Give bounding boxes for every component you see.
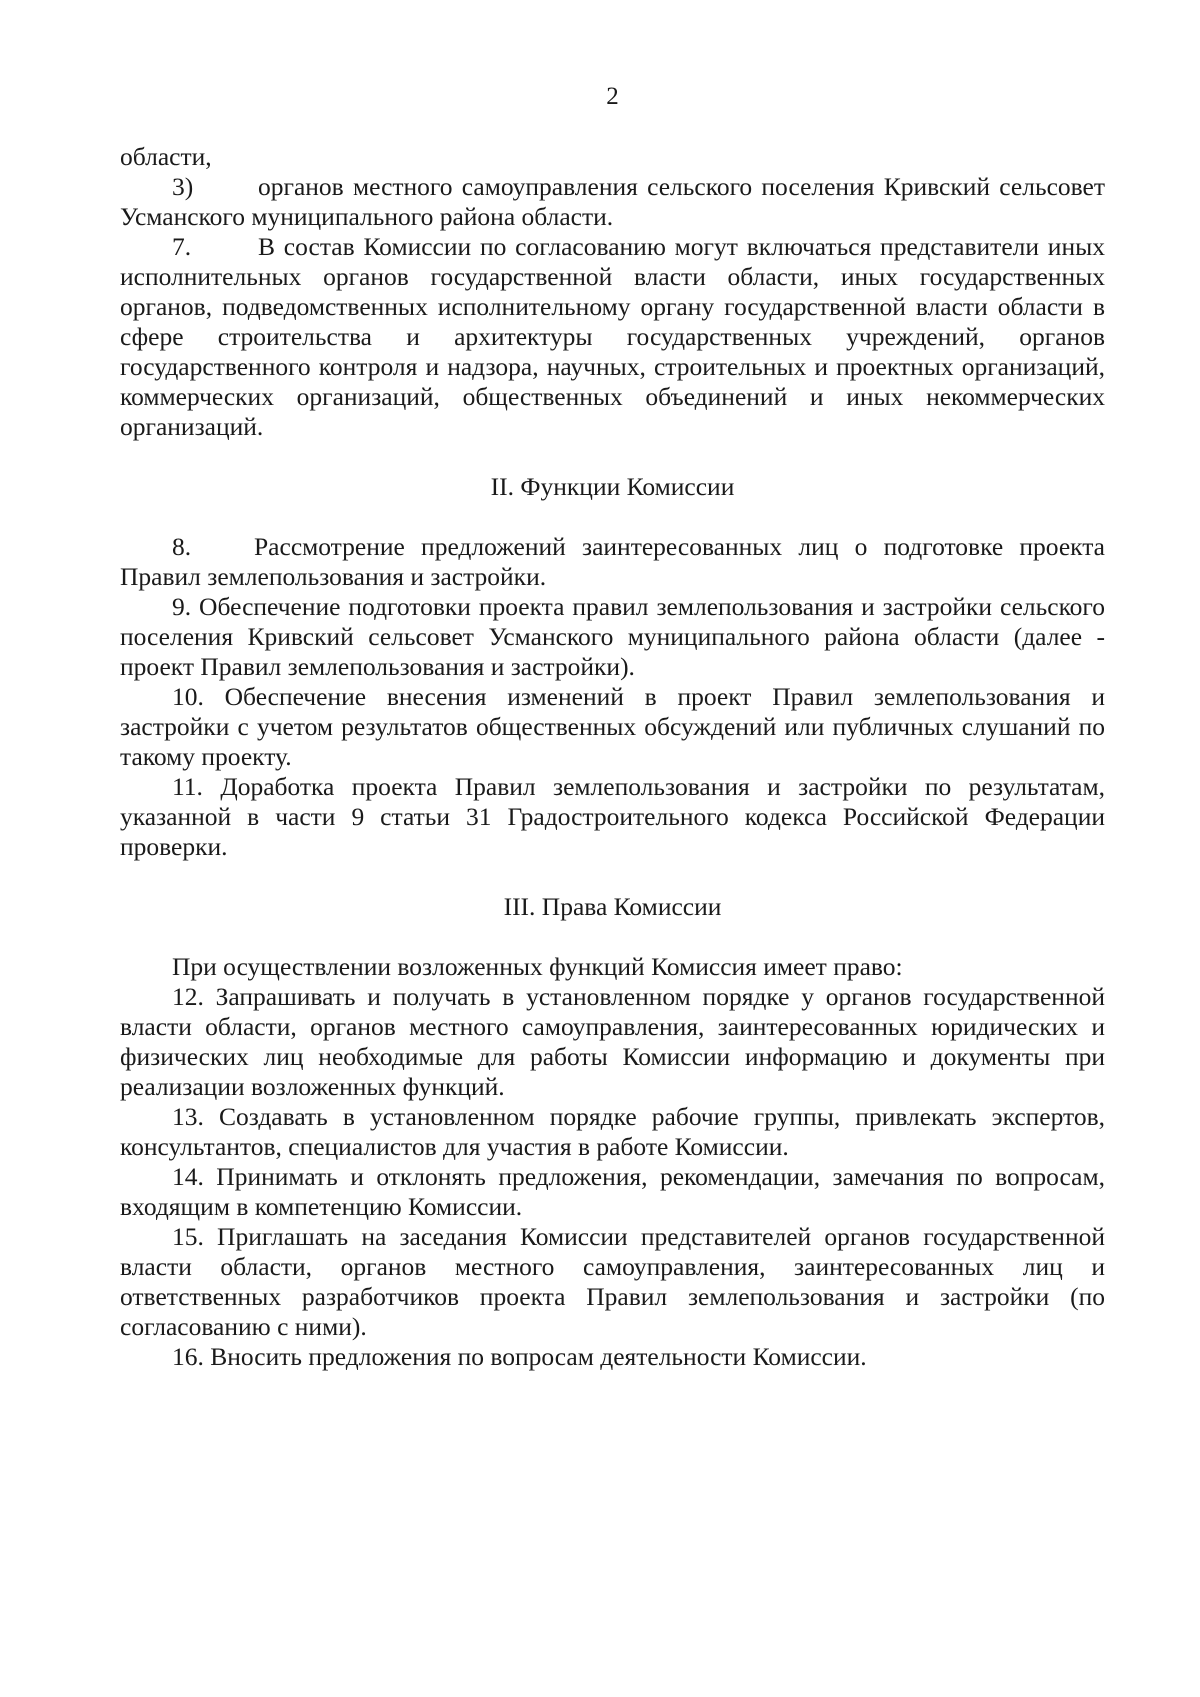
item-text: органов местного самоуправления сельского поселения Кривский сельсовет Усманского муниципального района области. xyxy=(120,172,1105,231)
item-text: Рассмотрение предложений заинтересованных лиц о подготовке проекта Правил землепользования и застройки. xyxy=(120,532,1105,591)
page-number: 2 xyxy=(606,83,619,110)
section-heading-functions: II. Функции Комиссии xyxy=(490,472,735,501)
paragraph-item-15: 15. Приглашать на заседания Комиссии представителей органов государственной власти области, органов местного самоуправления, заинтересованных лиц и ответственных разработчиков проекта Правил землепользования и застройки (по согласованию с ними). xyxy=(120,1222,1105,1341)
paragraph-item-7 xyxy=(120,232,1105,442)
paragraph-continuation: области, xyxy=(120,142,212,171)
paragraph-item-8 xyxy=(120,532,1105,592)
document-body xyxy=(120,142,1105,1372)
paragraph-rights-intro: При осуществлении возложенных функций Комиссия имеет право: xyxy=(172,952,903,981)
paragraph-item-14: 14. Принимать и отклонять предложения, рекомендации, замечания по вопросам, входящим в компетенцию Комиссии. xyxy=(120,1162,1105,1221)
document-page xyxy=(120,0,1105,1697)
item-text: В состав Комиссии по согласованию могут включаться представители иных исполнительных органов государственной власти области, иных государственных органов, подведомственных исполнительному органу государственной власти области в сфере строительства и архитектуры государственных учреждений, органов государственного контроля и надзора, научных, строительных и проектных организаций, коммерческих организаций, общественных объединений и иных некоммерческих организаций. xyxy=(120,232,1105,441)
paragraph-item-16: 16. Вносить предложения по вопросам деятельности Комиссии. xyxy=(172,1342,867,1371)
paragraph-item-13: 13. Создавать в установленном порядке рабочие группы, привлекать экспертов, консультантов, специалистов для участия в работе Комиссии. xyxy=(120,1102,1105,1161)
item-number: 7. xyxy=(172,232,192,261)
paragraph-item-3 xyxy=(120,172,1105,232)
section-heading-rights: III. Права Комиссии xyxy=(503,892,722,921)
paragraph-item-10: 10. Обеспечение внесения изменений в проект Правил землепользования и застройки с учетом результатов общественных обсуждений или публичных слушаний по такому проекту. xyxy=(120,682,1105,771)
item-number: 3) xyxy=(172,172,194,201)
paragraph-item-12: 12. Запрашивать и получать в установленном порядке у органов государственной власти области, органов местного самоуправления, заинтересованных юридических и физических лиц необходимые для работы Комиссии информацию и документы при реализации возложенных функций. xyxy=(120,982,1105,1101)
item-number: 8. xyxy=(172,532,192,561)
paragraph-item-9: 9. Обеспечение подготовки проекта правил землепользования и застройки сельского поселения Кривский сельсовет Усманского муниципального района области (далее - проект Правил землепользования и застройки). xyxy=(120,592,1105,681)
paragraph-item-11: 11. Доработка проекта Правил землепользования и застройки по результатам, указанной в части 9 статьи 31 Градостроительного кодекса Российской Федерации проверки. xyxy=(120,772,1105,861)
